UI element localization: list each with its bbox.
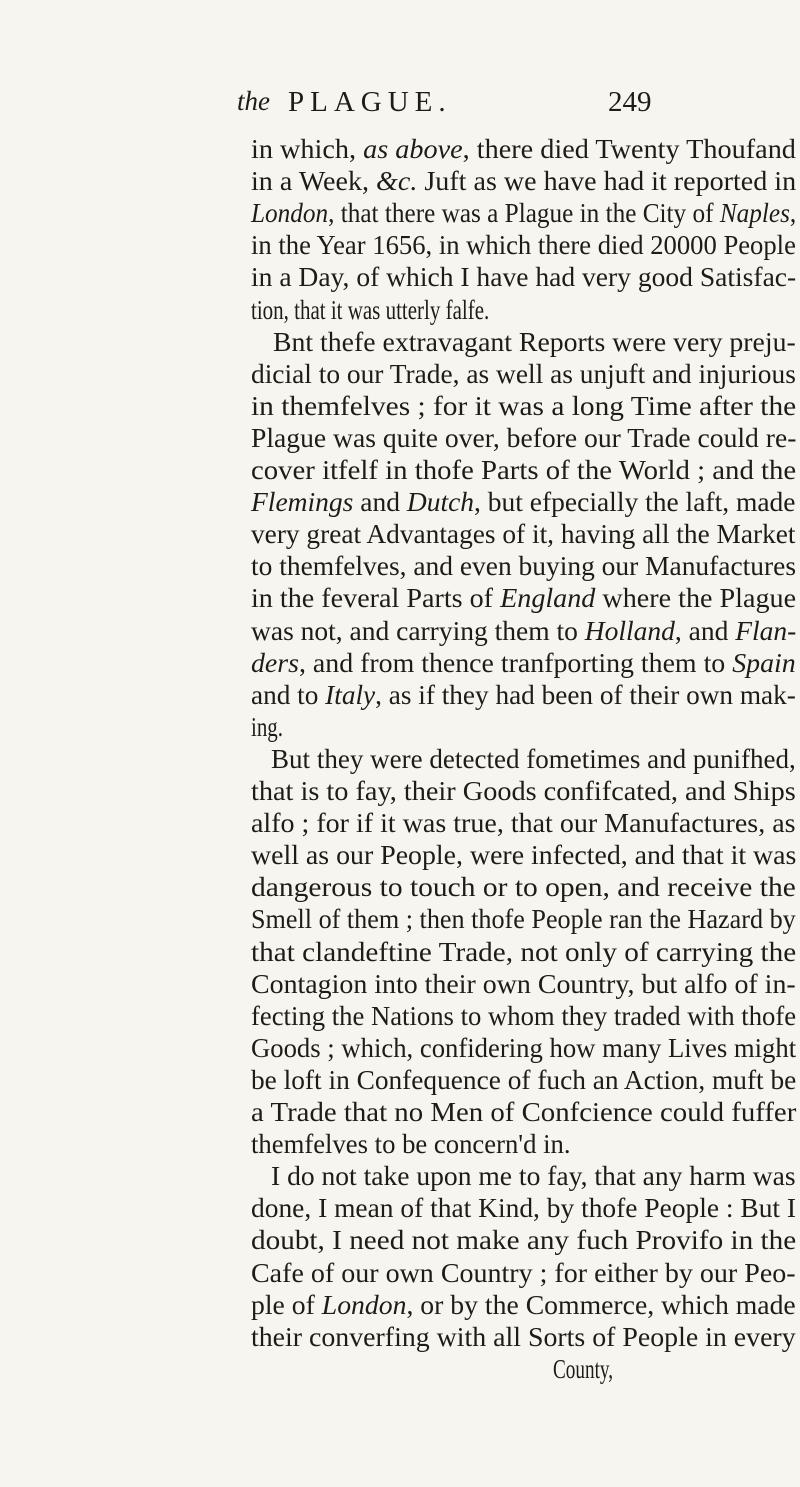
text-line: their converfing with all Sorts of People in every bbox=[251, 1320, 796, 1352]
text-line: dangerous to touch or to open, and receive the bbox=[251, 871, 796, 903]
running-head bbox=[0, 86, 800, 126]
text-line: Flemings and Dutch, but efpecially the laft, made bbox=[251, 486, 796, 518]
text-line: Smell of them ; then thofe People ran the Hazard by bbox=[251, 903, 796, 935]
text-line: be loft in Confequence of fuch an Action, muft be bbox=[251, 1063, 797, 1095]
text-line: to themfelves, and even buying our Manufactures bbox=[251, 550, 797, 582]
text-line: a Trade that no Men of Confcience could fuffer bbox=[251, 1096, 797, 1127]
text-line: Contagion into their own Country, but alfo of in- bbox=[251, 967, 796, 999]
text-line: Goods ; which, confidering how many Lives might bbox=[251, 1031, 797, 1063]
text-line: themfelves to be concern'd in. bbox=[251, 1128, 571, 1160]
running-head-title: PLAGUE. bbox=[288, 86, 452, 118]
text-line: well as our People, were infected, and that it was bbox=[251, 839, 797, 871]
text-line: in themfelves ; for it was a long Time after the bbox=[251, 389, 797, 421]
text-line: doubt, I need not make any fuch Provifo in the bbox=[251, 1224, 797, 1256]
text-line: ders, and from thence tranfporting them to Spain bbox=[251, 646, 796, 678]
text-line: in the feveral Parts of England where the Plague bbox=[251, 582, 797, 614]
text-line: Cafe of our own Country ; for either by our Peo- bbox=[251, 1256, 796, 1288]
text-line: was not, and carrying them to Holland, and Flan- bbox=[251, 614, 797, 646]
running-head-article: the bbox=[237, 86, 270, 116]
text-line: I do not take upon me to fay, that any harm was bbox=[271, 1160, 796, 1192]
text-line: cover itfelf in thofe Parts of the World ; and the bbox=[251, 454, 797, 485]
text-line: Bnt thefe extravagant Reports were very preju- bbox=[273, 325, 796, 357]
text-line: ple of London, or by the Commerce, which made bbox=[251, 1288, 796, 1320]
text-line: in a Day, of which I have had very good Satisfac- bbox=[251, 261, 797, 293]
text-line: that clandeftine Trade, not only of carrying the bbox=[251, 935, 797, 967]
text-line: Plague was quite over, before our Trade could re- bbox=[251, 421, 797, 453]
text-line: dicial to our Trade, as well as unjuft and injurious bbox=[251, 357, 796, 389]
text-line: fecting the Nations to whom they traded with thofe bbox=[251, 999, 797, 1031]
text-line: in a Week, &c. Juft as we have had it reported in bbox=[251, 165, 797, 197]
text-line: that is to fay, their Goods confifcated, and Ships bbox=[251, 775, 796, 806]
text-line: very great Advantages of it, having all the Market bbox=[251, 518, 796, 550]
text-line: in the Year 1656, in which there died 20000 People bbox=[251, 229, 796, 261]
text-line: London, that there was a Plague in the City of Naples, bbox=[251, 197, 797, 229]
text-line: tion, that it was utterly falfe. bbox=[251, 293, 490, 325]
text-line: But they were detected fometimes and punifhed, bbox=[271, 742, 796, 774]
page-number: 249 bbox=[608, 86, 652, 118]
text-line: County, bbox=[553, 1352, 614, 1384]
text-line: and to Italy, as if they had been of their own mak- bbox=[251, 678, 796, 710]
text-line: ing. bbox=[251, 710, 284, 742]
text-line: alfo ; for if it was true, that our Manufactures, as bbox=[251, 807, 796, 839]
text-line: done, I mean of that Kind, by thofe People : But I bbox=[251, 1192, 797, 1224]
text-line: in which, as above, there died Twenty Thoufand bbox=[251, 133, 796, 164]
